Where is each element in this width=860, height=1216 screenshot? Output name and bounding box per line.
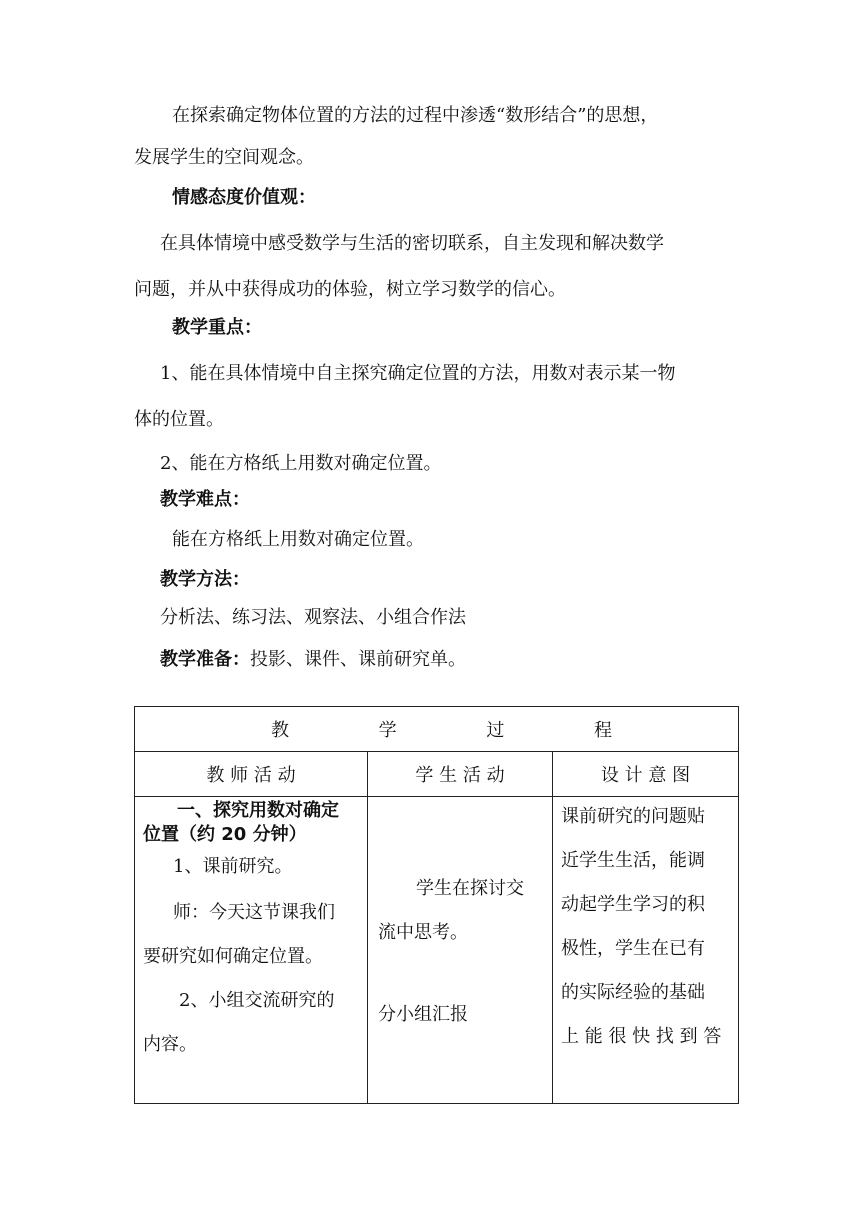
- paragraph-line: 问题，并从中获得成功的体验，树立学习数学的信心。: [134, 279, 566, 300]
- title-char: 程: [594, 720, 613, 741]
- paragraph-line: 发展学生的空间观念。: [134, 147, 314, 168]
- prep-text: 投影、课件、课前研究单。: [250, 649, 466, 670]
- section-heading: 位置（约 20 分钟）: [143, 824, 307, 845]
- design-text: 极性，学生在已有: [561, 938, 705, 959]
- title-char: 学: [378, 720, 397, 741]
- teacher-activity-cell: [135, 797, 368, 1104]
- student-text: 分小组汇报: [378, 1004, 468, 1025]
- teacher-text: 内容。: [143, 1034, 197, 1055]
- paragraph-line: 能在方格纸上用数对确定位置。: [172, 529, 424, 550]
- column-header-student: 学 生 活 动: [368, 752, 553, 797]
- paragraph-line: 体的位置。: [134, 409, 224, 430]
- paragraph-line: 在探索确定物体位置的方法的过程中渗透“数形结合”的思想，: [172, 105, 659, 126]
- heading-difficult-points: 教学难点：: [160, 489, 250, 510]
- heading-prep: 教学准备：: [160, 649, 250, 670]
- design-text: 上 能 很 快 找 到 答: [561, 1026, 722, 1047]
- title-char: 过: [486, 720, 505, 741]
- design-text: 近学生生活，能调: [561, 850, 705, 871]
- heading-key-points: 教学重点：: [172, 317, 262, 338]
- heading-emotion: 情感态度价值观：: [172, 187, 316, 208]
- prep-line: [160, 648, 466, 672]
- student-text: 流中思考。: [378, 922, 468, 943]
- student-activity-cell: [368, 797, 553, 1104]
- design-text: 的实际经验的基础: [561, 982, 705, 1003]
- teacher-text: 2、小组交流研究的: [179, 990, 335, 1011]
- section-heading: 一、探究用数对确定: [177, 800, 339, 821]
- process-table: [134, 706, 739, 1104]
- title-char: 教: [271, 720, 289, 741]
- design-text: 课前研究的问题贴: [561, 806, 705, 827]
- student-text: 学生在探讨交: [416, 878, 524, 899]
- paragraph-line: 分析法、练习法、观察法、小组合作法: [160, 607, 466, 628]
- column-header-design: 设 计 意 图: [553, 752, 739, 797]
- design-intent-cell: [553, 797, 739, 1104]
- teacher-text: 1、课前研究。: [173, 856, 293, 877]
- paragraph-line: 在具体情境中感受数学与生活的密切联系，自主发现和解决数学: [160, 233, 664, 254]
- teacher-text: 要研究如何确定位置。: [143, 946, 323, 967]
- teacher-text: 师：今天这节课我们: [173, 902, 335, 923]
- design-text: 动起学生学习的积: [561, 894, 705, 915]
- paragraph-line: 1、能在具体情境中自主探究确定位置的方法，用数对表示某一物: [160, 363, 676, 384]
- column-header-teacher: 教 师 活 动: [135, 752, 368, 797]
- table-title: [135, 707, 739, 752]
- paragraph-line: 2、能在方格纸上用数对确定位置。: [160, 453, 442, 474]
- heading-method: 教学方法：: [160, 569, 250, 590]
